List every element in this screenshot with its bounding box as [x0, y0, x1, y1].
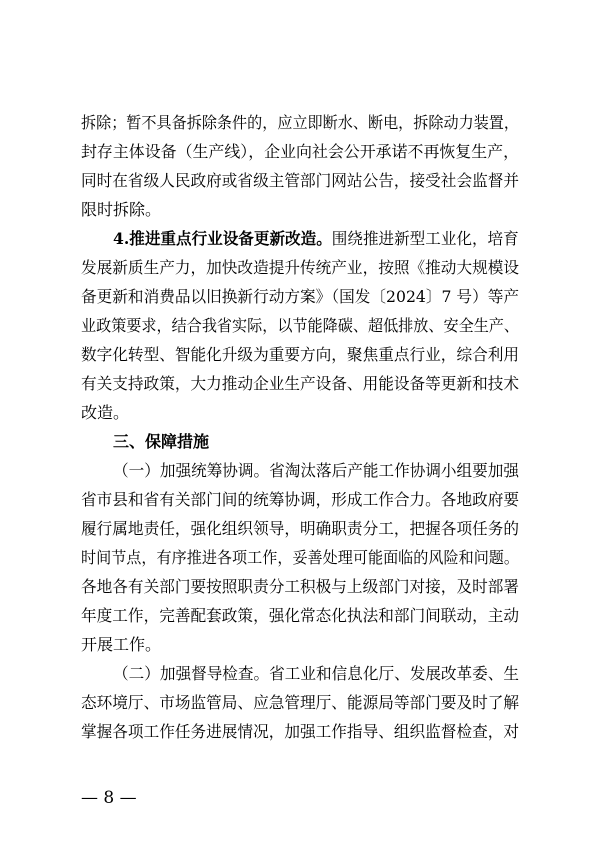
text-line: 掌握各项工作任务进展情况，加强工作指导、组织监督检查，对	[81, 722, 520, 741]
text-line	[113, 229, 519, 249]
text-line: 有关支持政策，大力推动企业生产设备、用能设备等更新和技术	[81, 374, 520, 393]
text-line: 改造。	[81, 403, 130, 422]
text-line: 履行属地责任，强化组织领导，明确职责分工，把握各项任务的	[81, 519, 520, 538]
text-line: 时间节点，有序推进各项工作，妥善处理可能面临的风险和问题。	[81, 548, 520, 567]
text-line: 各地各有关部门要按照职责分工积极与上级部门对接，及时部署	[81, 577, 520, 596]
text-line: 发展新质生产力，加快改造提升传统产业，按照《推动大规模设	[81, 258, 520, 277]
text-line: 年度工作，完善配套政策，强化常态化执法和部门间联动，主动	[81, 606, 520, 625]
text-line: 拆除；暂不具备拆除条件的，应立即断水、断电，拆除动力装置，	[81, 113, 520, 132]
text-line: 开展工作。	[81, 635, 162, 654]
text-line: 业政策要求，结合我省实际，以节能降碳、超低排放、安全生产、	[81, 316, 520, 335]
item-heading: 4.推进重点行业设备更新改造。	[113, 229, 332, 248]
section-heading: 三、保障措施	[113, 432, 210, 451]
text-line: 同时在省级人民政府或省级主管部门网站公告，接受社会监督并	[81, 171, 520, 190]
text-line: 限时拆除。	[81, 200, 162, 219]
text-line: （一）加强统筹协调。省淘汰落后产能工作协调小组要加强	[113, 461, 520, 480]
text-line: 数字化转型、智能化升级为重要方向，聚焦重点行业，综合利用	[81, 345, 520, 364]
text-line: 封存主体设备（生产线），企业向社会公开承诺不再恢复生产，	[81, 142, 520, 161]
text-line: 备更新和消费品以旧换新行动方案》（国发〔2024〕7 号）等产	[81, 287, 520, 306]
text-span: 围绕推进新型工业化，培育	[331, 229, 519, 248]
text-line: 态环境厅、市场监管局、应急管理厅、能源局等部门要及时了解	[81, 693, 520, 712]
text-line: 省市县和省有关部门间的统筹协调，形成工作合力。各地政府要	[81, 490, 520, 509]
page-number: — 8 —	[81, 788, 137, 808]
text-line: （二）加强督导检查。省工业和信息化厅、发展改革委、生	[113, 664, 520, 683]
